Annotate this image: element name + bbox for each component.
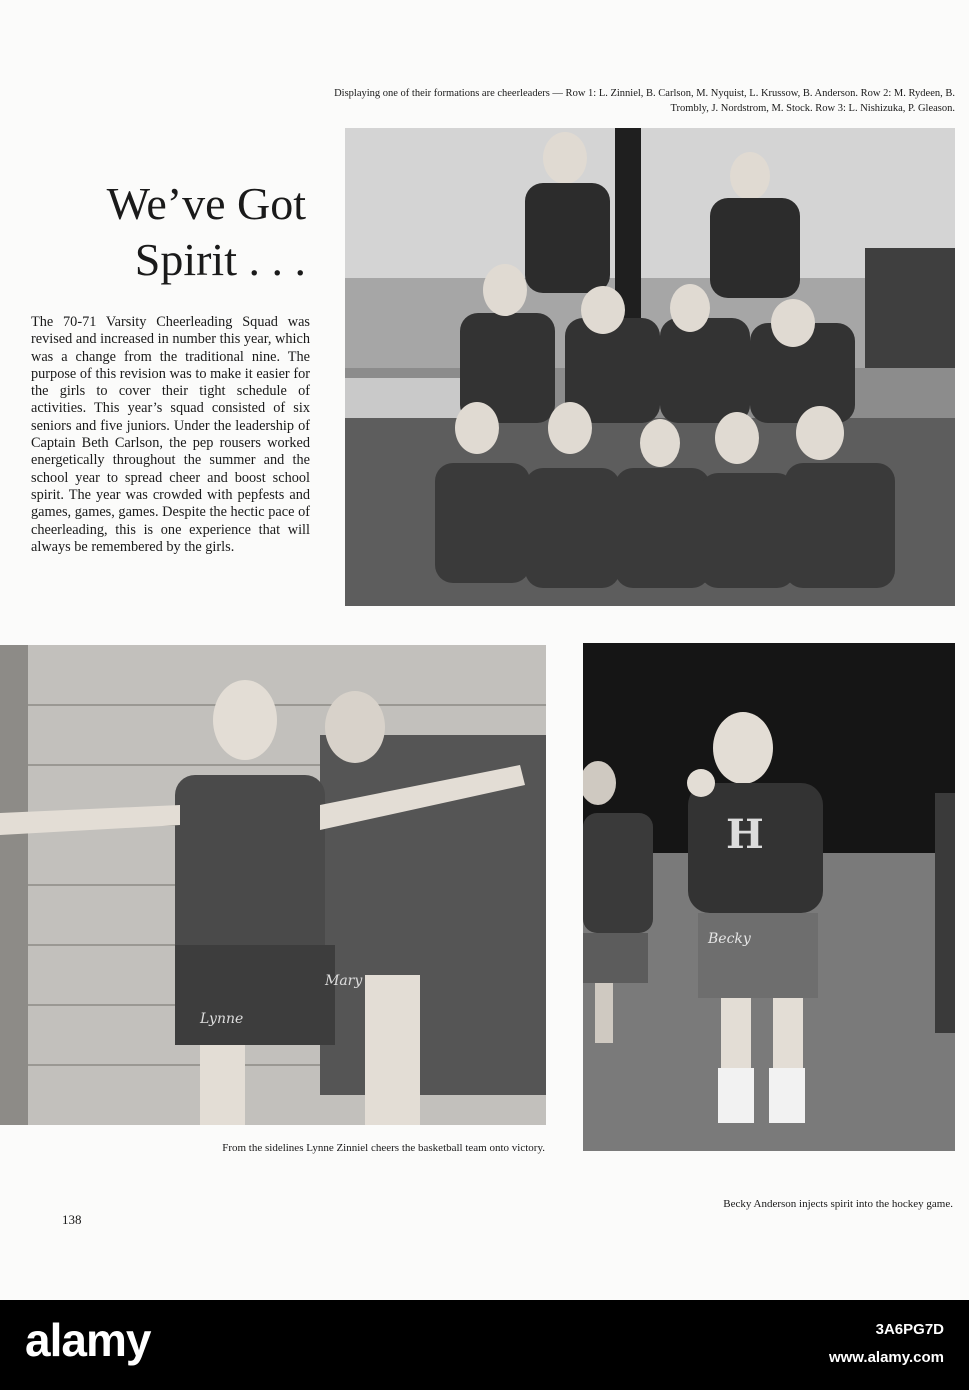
- photo-caption-formation: Displaying one of their formations are cheerleaders — Row 1: L. Zinniel, B. Carlson, M. Nyquist, L. Krussow, B. Anderson. Row 2: M. Rydeen, B. Trombly, J. Nordstrom, M. Stock. Row 3: L. Nishizuka, P. Gleason.: [334, 88, 955, 114]
- image-id: 3A6PG7D: [875, 1321, 944, 1338]
- article-body: The 70-71 Varsity Cheerleading Squad was revised and increased in number this year, which was a change from the traditional nine. The purpose of this revision was to make it easier for the girls to cover their tight schedule of activities. This year’s squad consisted of six seniors and five juniors. Under the leadership of Captain Beth Carlson, the pep rousers worked energetically throughout the summer and the school year to spread cheer and boost school spirit. The year was crowded with pepfests and games, games, games. Despite the hectic pace of cheerleading, this is one experience that will always be remembered by the girls.: [31, 314, 310, 555]
- brand-logo: alamy: [25, 1314, 151, 1366]
- svg-text:H: H: [726, 811, 764, 858]
- brand-url: www.alamy.com: [828, 1349, 944, 1366]
- page-title: [60, 176, 306, 288]
- photo-caption-becky: Becky Anderson injects spirit into the hockey game.: [723, 1198, 953, 1210]
- title-line-1: We’ve Got: [106, 178, 306, 229]
- title-line-2: Spirit . . .: [134, 234, 306, 285]
- skirt-name-becky: Becky: [708, 931, 751, 947]
- lynne-sidelines-photo: [0, 645, 546, 1125]
- photo-caption-lynne: From the sidelines Lynne Zinniel cheers the basketball team onto victory.: [222, 1142, 545, 1154]
- page-number: 138: [62, 1212, 82, 1227]
- skirt-name-mary: Mary: [325, 973, 363, 989]
- skirt-name-lynne: Lynne: [200, 1011, 244, 1027]
- becky-hockey-photo: [583, 643, 955, 1151]
- cheerleader-pyramid-photo: [345, 128, 955, 606]
